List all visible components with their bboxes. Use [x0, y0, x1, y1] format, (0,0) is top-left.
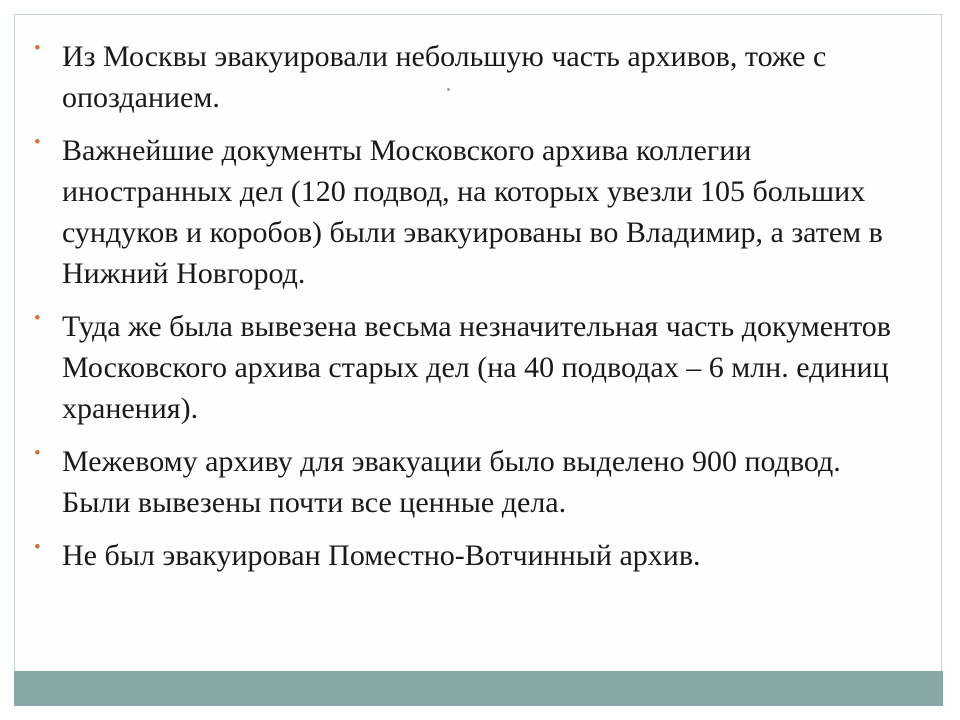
bullet-text: Не был эвакуирован Поместно-Вотчинный архив.	[62, 539, 701, 572]
bullet-icon: •	[34, 443, 41, 464]
bullet-item	[34, 306, 914, 429]
bullet-icon: •	[34, 38, 41, 59]
bullet-item	[34, 535, 914, 576]
bullet-item	[34, 130, 914, 294]
bullet-icon: •	[34, 132, 41, 153]
bullet-text: Межевому архиву для эвакуации было выделено 900 подвод. Были вывезены почти все ценные дела.	[62, 445, 841, 519]
bullet-icon: •	[34, 537, 41, 558]
bullet-text: Туда же была вывезена весьма незначительная часть документов Московского архива старых дел (на 40 подводах – 6 млн. единиц хранения).	[62, 310, 891, 425]
bullet-text: Важнейшие документы Московского архива коллегии иностранных дел (120 подвод, на которых увезли 105 больших сундуков и коробов) были эвакуированы во Владимир, а затем в Нижний Новгород.	[62, 134, 883, 290]
footer-bar	[14, 671, 943, 706]
bullet-icon: •	[34, 308, 41, 329]
bullet-item	[34, 441, 914, 523]
bullet-text: Из Москвы эвакуировали небольшую часть архивов, тоже с опозданием.	[62, 40, 827, 114]
bullet-item	[34, 36, 914, 118]
bullet-list	[34, 36, 914, 588]
